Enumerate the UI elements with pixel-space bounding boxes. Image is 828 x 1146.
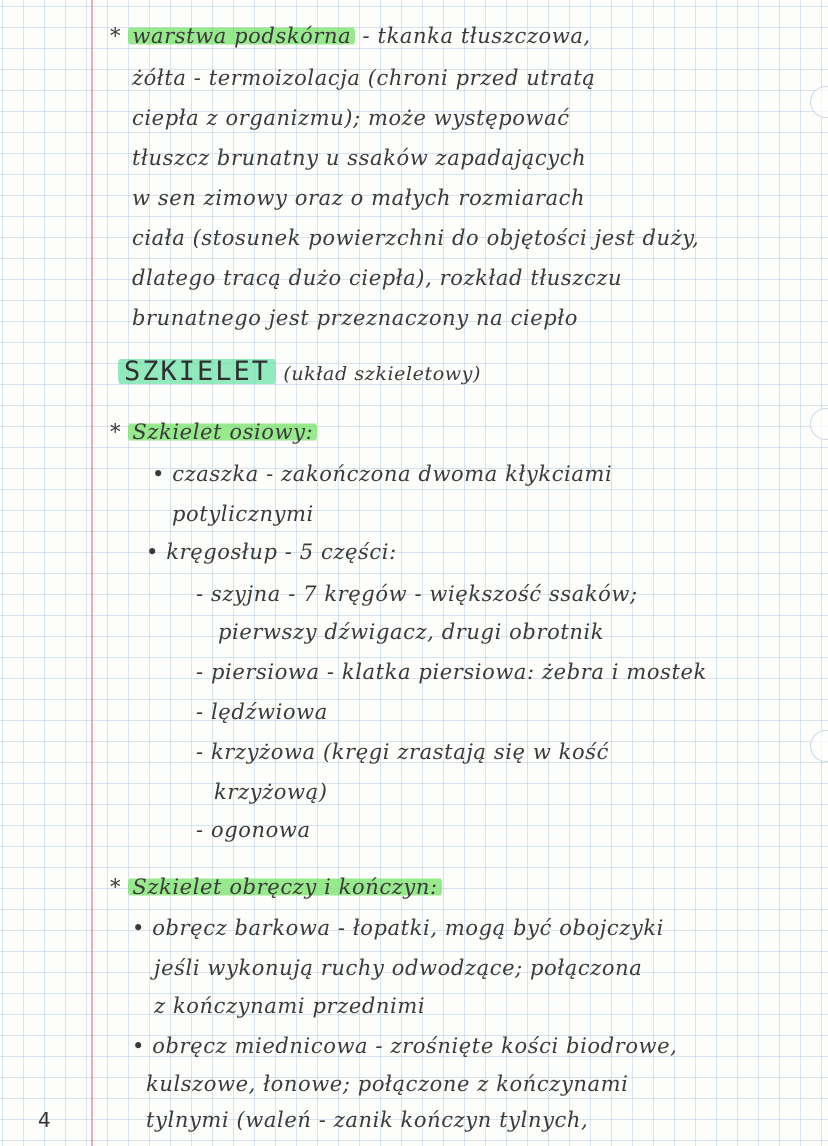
subsection-title	[110, 875, 442, 899]
highlighted-term: warstwa podskórna	[128, 24, 355, 48]
note-line: ciała (stosunek powierzchni do objętości jest duży,	[132, 226, 700, 250]
note-text: - tkanka tłuszczowa,	[355, 24, 591, 48]
note-line: - krzyżowa (kręgi zrastają się w kość	[196, 740, 609, 764]
note-line: • czaszka - zakończona dwoma kłykciami	[152, 462, 613, 486]
note-line: dlatego tracą dużo ciepła), rozkład tłuszczu	[132, 266, 623, 290]
note-line: potylicznymi	[172, 502, 314, 526]
note-line: - ogonowa	[196, 818, 311, 842]
subsection-title	[110, 420, 317, 444]
punch-hole	[810, 408, 828, 440]
note-line: pierwszy dźwigacz, drugi obrotnik	[218, 620, 605, 644]
note-line	[110, 24, 591, 48]
punch-hole	[810, 86, 828, 118]
note-line: brunatnego jest przeznaczony na ciepło	[132, 306, 578, 330]
page-number: 4	[38, 1108, 51, 1132]
note-line: w sen zimowy oraz o małych rozmiarach	[132, 186, 586, 210]
note-line: tylnymi (waleń - zanik kończyn tylnych,	[146, 1108, 589, 1132]
punch-hole	[810, 730, 828, 762]
heading-title: SZKIELET	[118, 356, 276, 387]
note-line: z kończynami przednimi	[154, 994, 426, 1018]
highlighted-term: Szkielet obręczy i kończyn:	[128, 875, 441, 899]
note-line: • obręcz barkowa - łopatki, mogą być obojczyki	[132, 916, 664, 940]
note-line: - lędźwiowa	[196, 700, 328, 724]
bullet-star: *	[110, 420, 122, 444]
note-line: • obręcz miednicowa - zrośnięte kości biodrowe,	[132, 1034, 678, 1058]
note-line: jeśli wykonują ruchy odwodzące; połączona	[154, 956, 643, 980]
heading-subtitle: (układ szkieletowy)	[283, 363, 481, 385]
note-line: - piersiowa - klatka piersiowa: żebra i mostek	[196, 660, 707, 684]
note-line: - szyjna - 7 kręgów - większość ssaków;	[196, 582, 638, 606]
margin-line	[91, 0, 93, 1146]
note-line: kulszowe, łonowe; połączone z kończynami	[146, 1072, 629, 1096]
note-line: krzyżową)	[214, 780, 328, 804]
bullet-star: *	[110, 24, 122, 48]
bullet-star: *	[110, 875, 122, 899]
note-line: ciepła z organizmu); może występować	[132, 106, 570, 130]
note-line: • kręgosłup - 5 części:	[146, 540, 397, 564]
note-line: żółta - termoizolacja (chroni przed utratą	[132, 66, 596, 90]
section-heading	[118, 356, 481, 387]
note-line: tłuszcz brunatny u ssaków zapadających	[132, 146, 587, 170]
highlighted-term: Szkielet osiowy:	[128, 420, 317, 444]
